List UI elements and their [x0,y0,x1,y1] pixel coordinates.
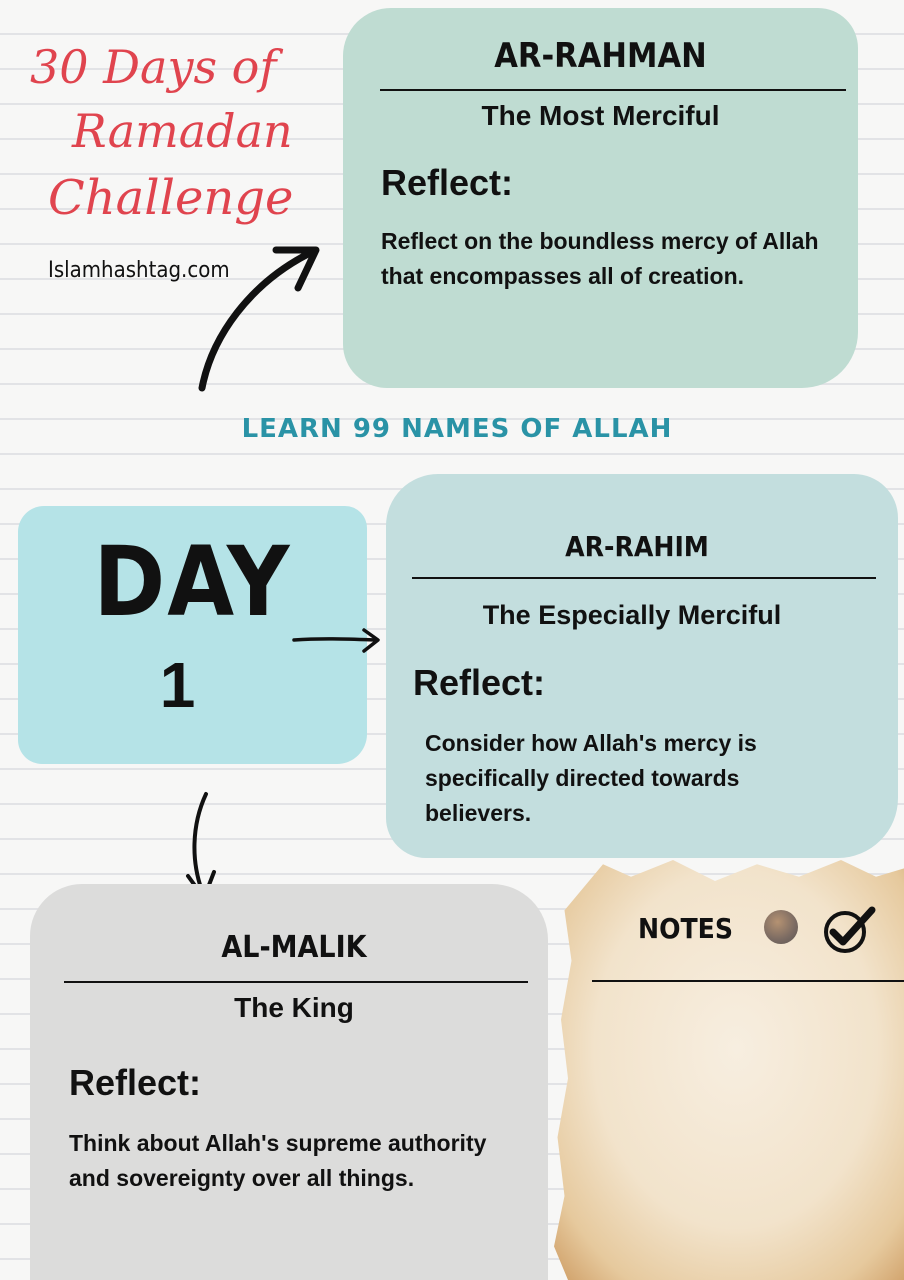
reflect-heading: Reflect: [69,1062,202,1103]
arrow-right-icon [292,626,382,656]
name-card-ar-rahim [386,474,898,858]
notes-label: NOTES [638,912,734,945]
card-meaning: The Especially Merciful [482,600,782,630]
title-line-2: Ramadan [72,104,293,158]
title-line-3: Challenge [48,170,294,226]
card-name: AL-MALIK [221,930,367,965]
name-card-ar-rahman [343,8,858,388]
checkmark-icon[interactable] [822,904,878,954]
headline: LEARN 99 NAMES OF ALLAH [241,414,673,444]
reflect-heading: Reflect: [381,162,514,203]
website-link[interactable]: Islamhashtag.com [48,258,230,283]
name-card-al-malik [30,884,548,1280]
card-name: AR-RAHMAN [494,36,707,76]
card-meaning: The Most Merciful [481,100,720,131]
day-label: DAY [93,526,292,638]
reflect-heading: Reflect: [413,662,546,703]
divider [412,577,876,579]
curved-arrow-up-icon [190,236,330,396]
reflect-text: Consider how Allah's mercy is specifically directed towards believers. [425,730,757,826]
card-name: AR-RAHIM [565,530,709,563]
pin-icon [764,910,798,944]
notes-divider [592,980,904,982]
challenge-title [20,22,294,252]
divider [380,89,846,91]
title-line-1: 30 Days of [30,40,277,94]
day-number: 1 [159,649,196,721]
reflect-text: Reflect on the boundless mercy of Allah that encompasses all of creation. [381,228,819,289]
divider [64,981,528,983]
card-meaning: The King [234,992,354,1023]
reflect-text: Think about Allah's supreme authority and sovereignty over all things. [69,1130,487,1191]
